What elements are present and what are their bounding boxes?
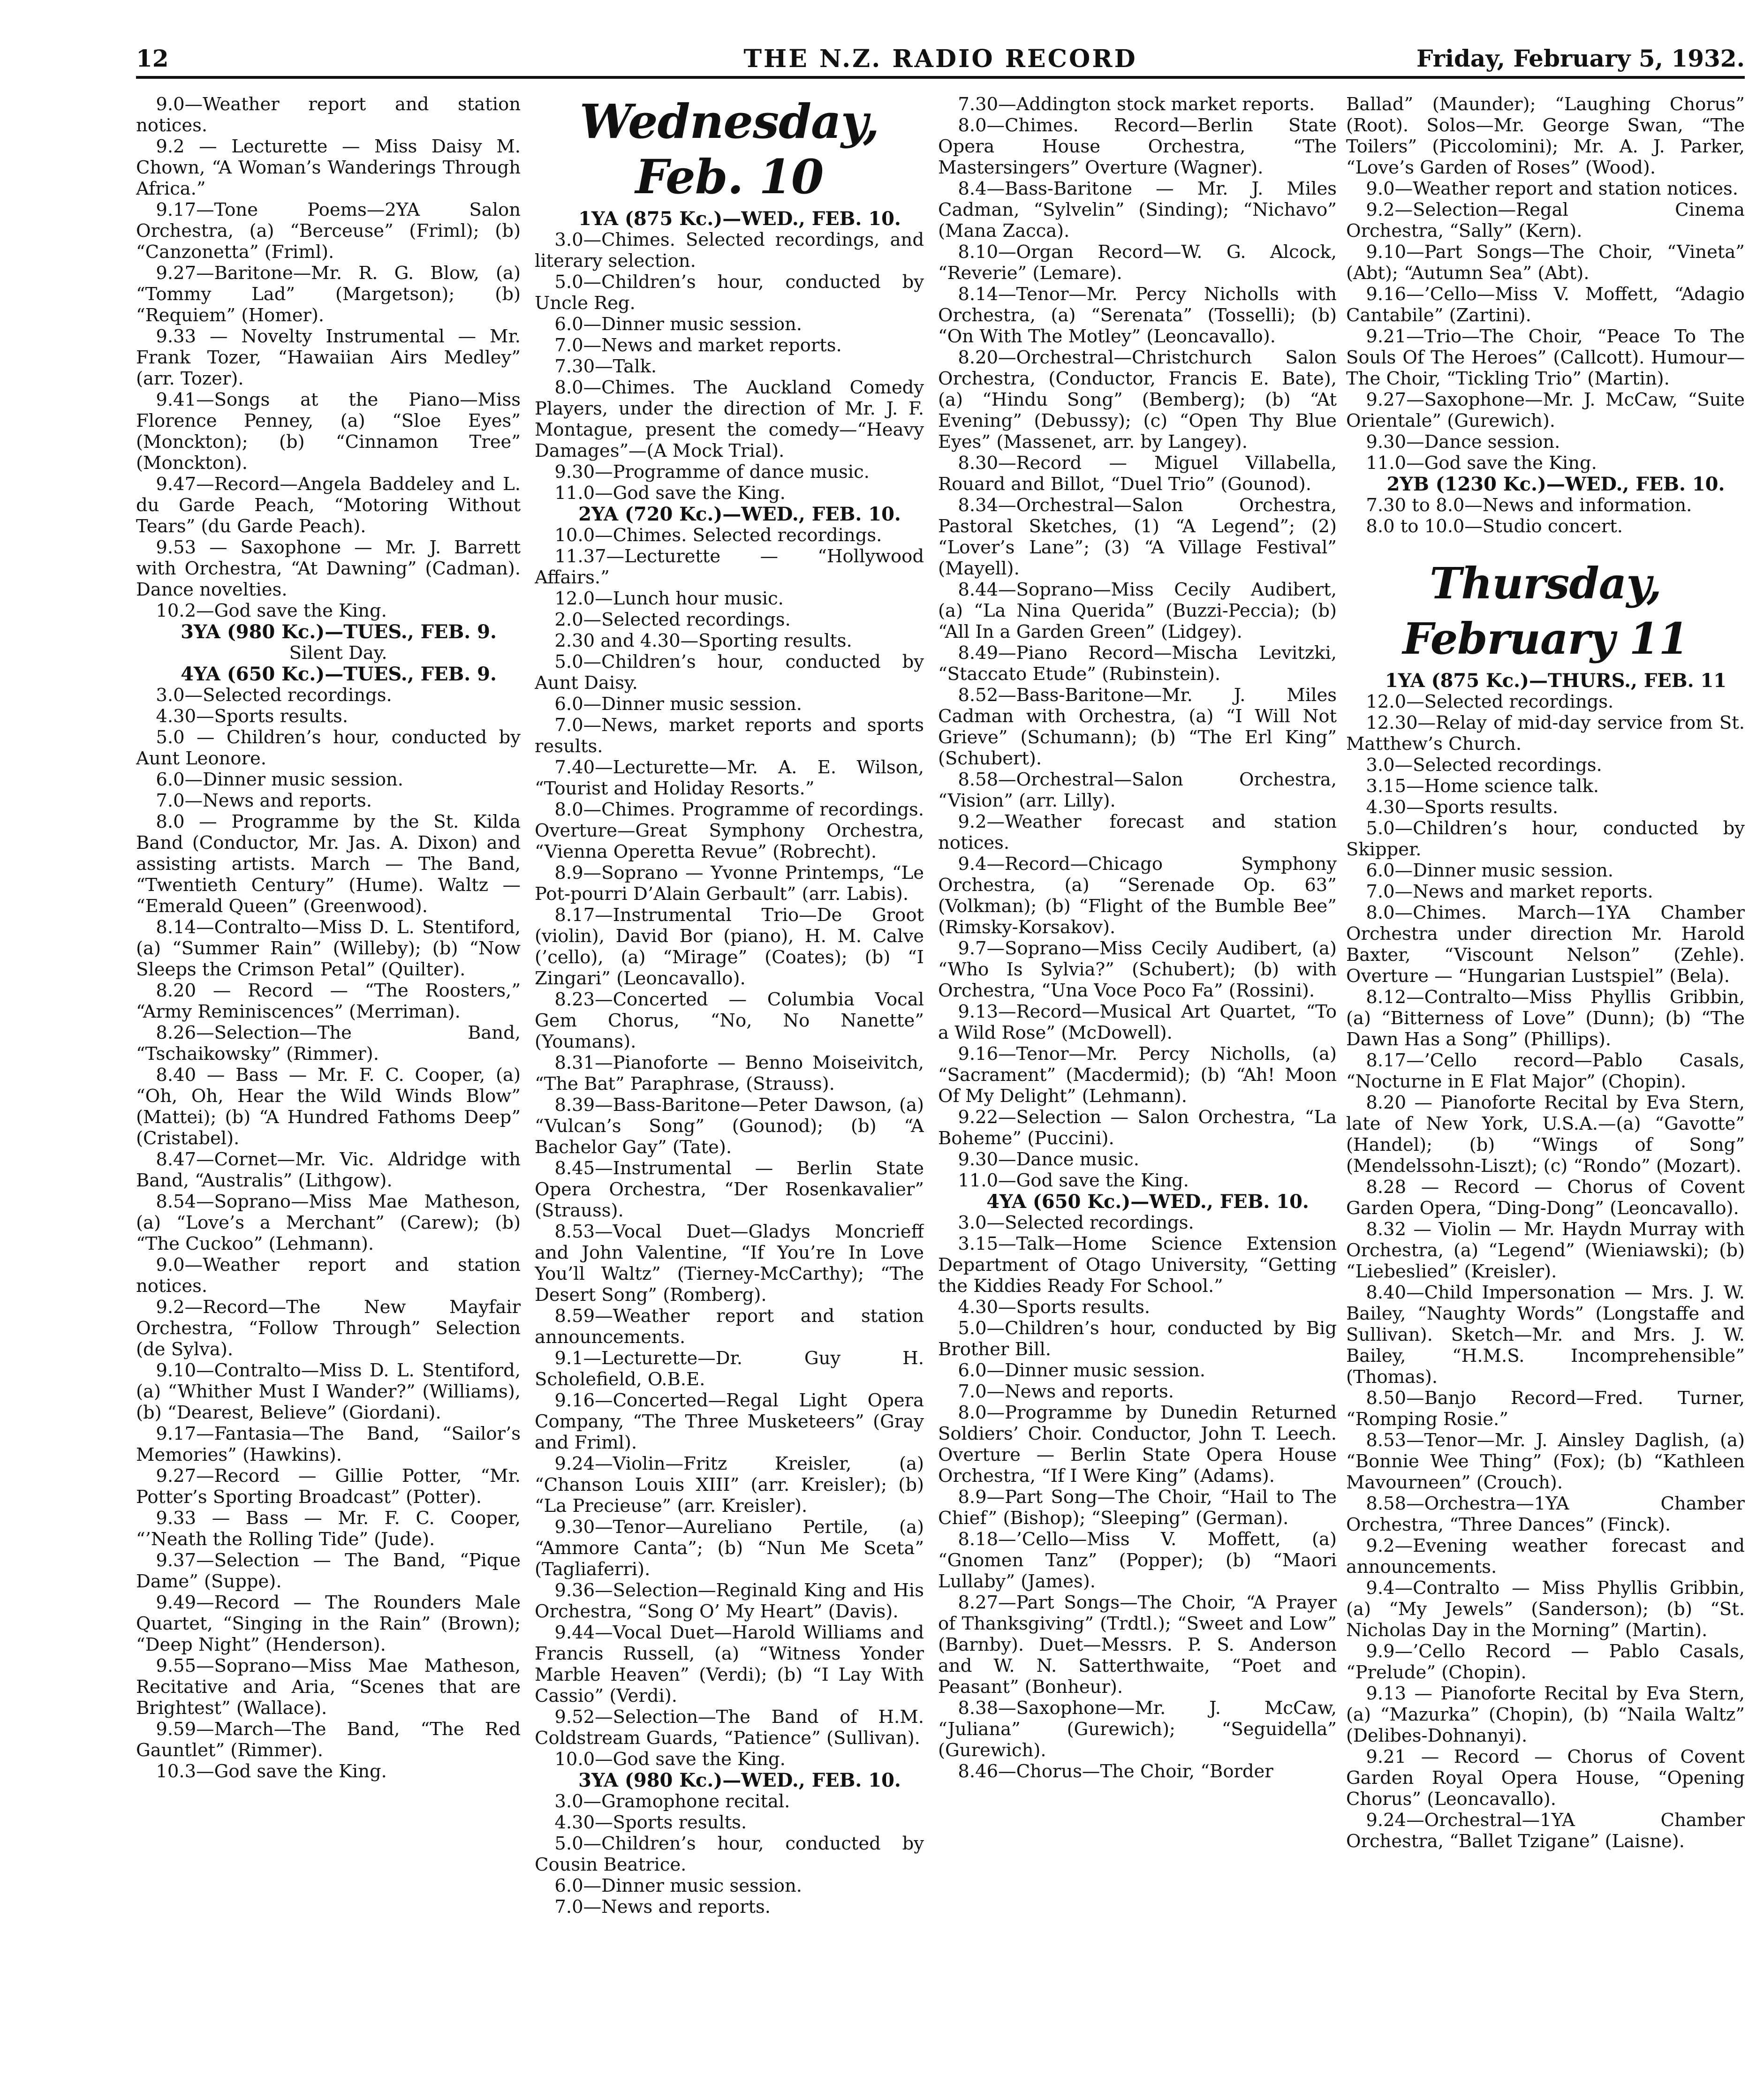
listing-entry: 9.27—Record — Gillie Potter, “Mr. Potter’s Sporting Broadcast” (Potter). xyxy=(136,1465,521,1508)
listing-entry: 11.0—God save the King. xyxy=(1366,453,1597,474)
listing-entry: 9.16—Tenor—Mr. Percy Nicholls, (a) “Sacrament” (Macdermid); (b) “Ah! Moon Of My Delight” (Lehmann). xyxy=(938,1043,1337,1107)
listing-entry: 9.21—Trio—The Choir, “Peace To The Souls Of The Heroes” (Callcott). Humour—The Choir, “Tickling Trio” (Martin). xyxy=(1346,326,1745,389)
listing-entry: 9.49—Record — The Rounders Male Quartet, “Singing in the Rain” (Brown); “Deep Night” (Henderson). xyxy=(136,1592,521,1655)
listing-entry: 5.0 — Children’s hour, conducted by Aunt Leonore. xyxy=(136,727,521,769)
listing-entry: 8.20 — Pianoforte Recital by Eva Stern, late of New York, U.S.A.—(a) “Gavotte” (Handel); (b) “Wings of Song” (Mendelssohn-Liszt); (c) “Rondo” (Mozart). xyxy=(1346,1092,1745,1177)
silent-day-note: Silent Day. xyxy=(289,642,387,664)
listing-entry: 9.17—Fantasia—The Band, “Sailor’s Memories” (Hawkins). xyxy=(136,1423,521,1465)
listing-entry: 9.59—March—The Band, “The Red Gauntlet” (Rimmer). xyxy=(136,1719,521,1761)
listing-entry: 9.1—Lecturette—Dr. Guy H. Scholefield, O.B.E. xyxy=(535,1348,924,1390)
listing-entry: 3.15—Talk—Home Science Extension Department of Otago University, “Getting the Kiddies Ready For School.” xyxy=(938,1233,1337,1297)
station-heading: 3YA (980 Kc.)—WED., FEB. 10. xyxy=(578,1769,901,1791)
listing-entry: 3.0—Chimes. Selected recordings, and literary selection. xyxy=(535,229,924,272)
listing-entry: 7.0—News, market reports and sports results. xyxy=(535,715,924,757)
day-banner: Thursday, February 11 xyxy=(1402,558,1688,664)
listing-entry: 3.0—Selected recordings. xyxy=(156,685,392,706)
listing-entry: 9.2—Weather forecast and station notices. xyxy=(938,811,1337,853)
listing-entry: 8.53—Vocal Duet—Gladys Moncrieff and John Valentine, “If You’re In Love You’ll Waltz” (Tierney-McCarthy); “The Desert Song” (Romberg). xyxy=(535,1221,924,1306)
listing-entry: 8.44—Soprano—Miss Cecily Audibert, (a) “La Nina Querida” (Buzzi-Peccia); (b) “All In a Garden Green” (Lidgey). xyxy=(938,579,1337,642)
listing-entry: 8.20 — Record — “The Roosters,” “Army Reminiscences” (Merriman). xyxy=(136,980,521,1022)
listing-entry: 7.0—News and reports. xyxy=(156,790,372,811)
listing-entry: 9.4—Contralto — Miss Phyllis Gribbin, (a) “My Jewels” (Sanderson); (b) “St. Nicholas Day in the Morning” (Martin). xyxy=(1346,1578,1745,1641)
listing-entry: 8.0 to 10.0—Studio concert. xyxy=(1366,516,1623,537)
station-heading: 4YA (650 Kc.)—WED., FEB. 10. xyxy=(986,1191,1309,1213)
listing-entry: 9.52—Selection—The Band of H.M. Coldstream Guards, “Patience” (Sullivan). xyxy=(535,1706,924,1749)
listing-entry: 8.0—Programme by Dunedin Returned Soldiers’ Choir. Conductor, John T. Leech. Overture — Berlin State Opera House Orchestra, “If I Were King” (Adams). xyxy=(938,1402,1337,1487)
listing-entry: 8.54—Soprano—Miss Mae Matheson, (a) “Love’s a Merchant” (Carew); (b) “The Cuckoo” (Lehmann). xyxy=(136,1191,521,1254)
listing-entry: 8.27—Part Songs—The Choir, “A Prayer of Thanksgiving” (Trdtl.); “Sweet and Low” (Barnby). Duet—Messrs. P. S. Anderson and W. N. Satterthwaite, “Poet and Peasant” (Bonheur). xyxy=(938,1592,1337,1698)
listing-entry: 8.14—Tenor—Mr. Percy Nicholls with Orchestra, (a) “Serenata” (Tosselli); (b) “On With The Motley” (Leoncavallo). xyxy=(938,284,1337,347)
station-heading: 2YB (1230 Kc.)—WED., FEB. 10. xyxy=(1386,473,1725,495)
listing-entry: 9.21 — Record — Chorus of Covent Garden Royal Opera House, “Opening Chorus” (Leoncavallo). xyxy=(1346,1746,1745,1810)
column-1 xyxy=(136,94,521,2082)
listing-entry: 9.16—’Cello—Miss V. Moffett, “Adagio Cantabile” (Zartini). xyxy=(1346,284,1745,326)
masthead xyxy=(136,45,1745,73)
listing-entry: 8.50—Banjo Record—Fred. Turner, “Romping Rosie.” xyxy=(1346,1388,1745,1430)
listing-entry: 12.30—Relay of mid-day service from St. Matthew’s Church. xyxy=(1346,712,1745,755)
listing-entry: 8.0—Chimes. Programme of recordings. Overture—Great Symphony Orchestra, “Vienna Operetta Revue” (Robrecht). xyxy=(535,799,924,862)
listing-entry: 10.3—God save the King. xyxy=(156,1761,387,1782)
listing-entry: 8.52—Bass-Baritone—Mr. J. Miles Cadman with Orchestra, (a) “I Will Not Grieve” (Schumann); (b) “The Erl King” (Schubert). xyxy=(938,685,1337,769)
listing-entry: 7.30—Addington stock market reports. xyxy=(958,94,1315,115)
listing-entry: 6.0—Dinner music session. xyxy=(554,314,803,335)
listing-entry: 8.17—Instrumental Trio—De Groot (violin), David Bor (piano), H. M. Calve (’cello), (a) “Mirage” (Coates); (b) “I Zingari” (Leoncavallo). xyxy=(535,905,924,989)
listing-entry: 8.0—Chimes. The Auckland Comedy Players, under the direction of Mr. J. F. Montague, present the comedy—“Heavy Damages”—(A Mock Trial). xyxy=(535,377,924,461)
day-banner: Wednesday, Feb. 10 xyxy=(579,94,879,204)
listing-entry: 8.53—Tenor—Mr. J. Ainsley Daglish, (a) “Bonnie Wee Thing” (Fox); (b) “Kathleen Mavourneen” (Crouch). xyxy=(1346,1430,1745,1493)
listing-entry: 9.17—Tone Poems—2YA Salon Orchestra, (a) “Berceuse” (Friml); (b) “Canzonetta” (Friml). xyxy=(136,199,521,263)
listing-entry: 9.10—Part Songs—The Choir, “Vineta” (Abt); “Autumn Sea” (Abt). xyxy=(1346,242,1745,284)
listing-entry: 2.30 and 4.30—Sporting results. xyxy=(554,630,852,651)
listing-entry: 9.2 — Lecturette — Miss Daisy M. Chown, “A Woman’s Wanderings Through Africa.” xyxy=(136,136,521,199)
issue-date: Friday, February 5, 1932. xyxy=(1416,45,1745,72)
listing-entry: 8.59—Weather report and station announcements. xyxy=(535,1306,924,1348)
listing-entry: 2.0—Selected recordings. xyxy=(554,609,791,630)
station-heading: 3YA (980 Kc.)—TUES., FEB. 9. xyxy=(181,621,497,643)
listing-entry: 9.9—’Cello Record — Pablo Casals, “Prelude” (Chopin). xyxy=(1346,1641,1745,1683)
listing-entry: 4.30—Sports results. xyxy=(958,1297,1151,1318)
listing-entry: 9.0—Weather report and station notices. xyxy=(136,1254,521,1297)
listing-entry: 9.30—Dance session. xyxy=(1366,431,1560,453)
listing-entry: 8.20—Orchestral—Christchurch Salon Orchestra, (Conductor, Francis E. Bate), (a) “Hindu Song” (Bemberg); (b) “At Evening” (Debussy); (c) “Open Thy Blue Eyes” (Massenet, arr. by Langey). xyxy=(938,347,1337,453)
listing-entry: 7.0—News and market reports. xyxy=(1366,881,1653,902)
listing-entry: 8.12—Contralto—Miss Phyllis Gribbin, (a) “Bitterness of Love” (Dunn); (b) “The Dawn Has a Song” (Phillips). xyxy=(1346,987,1745,1050)
listing-entry: 11.0—God save the King. xyxy=(554,483,786,504)
listing-entry: 12.0—Selected recordings. xyxy=(1366,691,1614,712)
listing-entry: 8.34—Orchestral—Salon Orchestra, Pastoral Sketches, (1) “A Legend”; (2) “Lover’s Lane”; (3) “A Village Festival” (Mayell). xyxy=(938,495,1337,579)
listing-entry: 9.2—Record—The New Mayfair Orchestra, “Follow Through” Selection (de Sylva). xyxy=(136,1297,521,1360)
listing-entry: 9.24—Violin—Fritz Kreisler, (a) “Chanson Louis XIII” (arr. Kreisler); (b) “La Precieuse” (arr. Kreisler). xyxy=(535,1453,924,1517)
listing-entry: 9.10—Contralto—Miss D. L. Stentiford, (a) “Whither Must I Wander?” (Williams), (b) “Dearest, Believe” (Giordani). xyxy=(136,1360,521,1423)
listing-entry: 7.30—Talk. xyxy=(554,356,657,377)
listing-entry: 8.58—Orchestral—Salon Orchestra, “Vision” (arr. Lilly). xyxy=(938,769,1337,811)
listing-entry: 9.27—Saxophone—Mr. J. McCaw, “Suite Orientale” (Gurewich). xyxy=(1346,389,1745,431)
listing-entry: 4.30—Sports results. xyxy=(1366,797,1559,818)
station-heading: 1YA (875 Kc.)—WED., FEB. 10. xyxy=(578,208,901,230)
listing-entry: 10.2—God save the King. xyxy=(156,600,387,621)
listing-entry: 3.0—Selected recordings. xyxy=(1366,755,1602,776)
listing-entry: 8.23—Concerted — Columbia Vocal Gem Chorus, “No, No Nanette” (Youmans). xyxy=(535,989,924,1052)
listing-entry: 8.4—Bass-Baritone — Mr. J. Miles Cadman, “Sylvelin” (Sinding); “Nichavo” (Mana Zacca). xyxy=(938,178,1337,242)
listing-entry: 7.0—News and reports. xyxy=(958,1381,1174,1402)
listing-entry: 7.30 to 8.0—News and information. xyxy=(1366,495,1692,516)
column-3 xyxy=(938,94,1337,2082)
listing-entry: 8.46—Chorus—The Choir, “Border xyxy=(958,1761,1273,1782)
column-4 xyxy=(1346,94,1745,2082)
listing-entry: 8.0—Chimes. March—1YA Chamber Orchestra under direction Mr. Harold Baxter, “Viscount Nelson” (Zehle). Overture — “Hungarian Lustspiel” (Bela). xyxy=(1346,902,1745,987)
listing-entry: 5.0—Children’s hour, conducted by Uncle Reg. xyxy=(535,272,924,314)
listing-entry: 9.16—Concerted—Regal Light Opera Company, “The Three Musketeers” (Gray and Friml). xyxy=(535,1390,924,1453)
listing-entry: 9.27—Baritone—Mr. R. G. Blow, (a) “Tommy Lad” (Margetson); (b) “Requiem” (Homer). xyxy=(136,263,521,326)
listing-entry: 8.0 — Programme by the St. Kilda Band (Conductor, Mr. Jas. A. Dixon) and assisting artists. March — The Band, “Twentieth Century” (Hume). Waltz — “Emerald Queen” (Greenwood). xyxy=(136,811,521,917)
page-number: 12 xyxy=(136,45,169,72)
listing-entry: 8.58—Orchestra—1YA Chamber Orchestra, “Three Dances” (Finck). xyxy=(1346,1493,1745,1535)
listing-entry: 9.53 — Saxophone — Mr. J. Barrett with Orchestra, “At Dawning” (Cadman). Dance novelties. xyxy=(136,537,521,600)
listing-entry: 9.47—Record—Angela Baddeley and L. du Garde Peach, “Motoring Without Tears” (du Garde Peach). xyxy=(136,474,521,537)
listing-entry: 9.36—Selection—Reginald King and His Orchestra, “Song O’ My Heart” (Davis). xyxy=(535,1580,924,1622)
listing-entry: 5.0—Children’s hour, conducted by Aunt Daisy. xyxy=(535,651,924,694)
column-2 xyxy=(535,94,924,2082)
listing-entry: 9.33 — Bass — Mr. F. C. Cooper, “’Neath the Rolling Tide” (Jude). xyxy=(136,1508,521,1550)
listing-entry: 9.30—Dance music. xyxy=(958,1149,1139,1170)
listing-entry: 8.49—Piano Record—Mischa Levitzki, “Staccato Etude” (Rubinstein). xyxy=(938,642,1337,685)
listing-entry: 9.30—Tenor—Aureliano Pertile, (a) “Ammore Canta”; (b) “Nun Me Sceta” (Tagliaferri). xyxy=(535,1517,924,1580)
listing-entry: 11.37—Lecturette — “Hollywood Affairs.” xyxy=(535,546,924,588)
station-heading: 4YA (650 Kc.)—TUES., FEB. 9. xyxy=(181,663,497,685)
listing-entry: 8.9—Part Song—The Choir, “Hail to The Chief” (Bishop); “Sleeping” (German). xyxy=(938,1487,1337,1529)
listing-entry: 7.0—News and reports. xyxy=(554,1896,771,1917)
listing-entry: 6.0—Dinner music session. xyxy=(1366,860,1614,881)
listing-entry: 9.0—Weather report and station notices. xyxy=(1366,178,1738,199)
station-heading: 2YA (720 Kc.)—WED., FEB. 10. xyxy=(578,503,901,525)
listing-entry: 9.2—Evening weather forecast and announcements. xyxy=(1346,1535,1745,1578)
listing-entry: 8.40 — Bass — Mr. F. C. Cooper, (a) “Oh, Oh, Hear the Wild Winds Blow” (Mattei); (b) “A Hundred Fathoms Deep” (Cristabel). xyxy=(136,1064,521,1149)
listing-entry: 6.0—Dinner music session. xyxy=(958,1360,1206,1381)
listing-entry: 8.40—Child Impersonation — Mrs. J. W. Bailey, “Naughty Words” (Longstaffe and Sullivan). Sketch—Mr. and Mrs. J. W. Bailey, “H.M.S. Incomprehensible” (Thomas). xyxy=(1346,1282,1745,1388)
listing-entry: 6.0—Dinner music session. xyxy=(156,769,404,790)
listing-entry: 8.32 — Violin — Mr. Haydn Murray with Orchestra, (a) “Legend” (Wieniawski); (b) “Liebeslied” (Kreisler). xyxy=(1346,1219,1745,1282)
listing-entry: 8.17—’Cello record—Pablo Casals, “Nocturne in E Flat Major” (Chopin). xyxy=(1346,1050,1745,1092)
listing-entry: 9.33 — Novelty Instrumental — Mr. Frank Tozer, “Hawaiian Airs Medley” (arr. Tozer). xyxy=(136,326,521,389)
listing-entry: 8.30—Record — Miguel Villabella, Rouard and Billot, “Duel Trio” (Gounod). xyxy=(938,453,1337,495)
listing-entry: 9.30—Programme of dance music. xyxy=(554,461,870,483)
listing-entry: 9.13 — Pianoforte Recital by Eva Stern, (a) “Mazurka” (Chopin), (b) “Naila Waltz” (Delibes-Dohnanyi). xyxy=(1346,1683,1745,1746)
listing-entry: 9.7—Soprano—Miss Cecily Audibert, (a) “Who Is Sylvia?” (Schubert); (b) with Orchestra, “Una Voce Poco Fa” (Rossini). xyxy=(938,938,1337,1001)
listing-entry: 8.38—Saxophone—Mr. J. McCaw, “Juliana” (Gurewich); “Seguidella” (Gurewich). xyxy=(938,1698,1337,1761)
listing-entry: 8.14—Contralto—Miss D. L. Stentiford, (a) “Summer Rain” (Willeby); (b) “Now Sleeps the Crimson Petal” (Quilter). xyxy=(136,917,521,980)
listing-entry: 7.0—News and market reports. xyxy=(554,335,842,356)
listing-entry: 8.9—Soprano — Yvonne Printemps, “Le Pot-pourri D’Alain Gerbault” (arr. Labis). xyxy=(535,862,924,905)
listing-entry: 8.31—Pianoforte — Benno Moiseivitch, “The Bat” Paraphrase, (Strauss). xyxy=(535,1052,924,1095)
listing-entry: 8.45—Instrumental — Berlin State Opera Orchestra, “Der Rosenkavalier” (Strauss). xyxy=(535,1158,924,1221)
listing-entry: 9.0—Weather report and station notices. xyxy=(136,94,521,136)
station-heading: 1YA (875 Kc.)—THURS., FEB. 11 xyxy=(1385,670,1727,692)
listing-entry: 9.55—Soprano—Miss Mae Matheson, Recitative and Aria, “Scenes that are Brightest” (Wallace). xyxy=(136,1655,521,1719)
listing-entry: 7.40—Lecturette—Mr. A. E. Wilson, “Tourist and Holiday Resorts.” xyxy=(535,757,924,799)
listing-entry: 5.0—Children’s hour, conducted by Skipper. xyxy=(1346,818,1745,860)
listing-entry: 10.0—Chimes. Selected recordings. xyxy=(554,525,882,546)
listing-entry: 6.0—Dinner music session. xyxy=(554,694,803,715)
listing-entry: 9.37—Selection — The Band, “Pique Dame” (Suppe). xyxy=(136,1550,521,1592)
listing-entry: 8.47—Cornet—Mr. Vic. Aldridge with Band, “Australis” (Lithgow). xyxy=(136,1149,521,1191)
listing-entry: 11.0—God save the King. xyxy=(958,1170,1189,1191)
listing-entry: Ballad” (Maunder); “Laughing Chorus” (Root). Solos—Mr. George Swan, “The Toilers” (Piccolomini); Mr. A. J. Parker, “Love’s Garden of Roses” (Wood). xyxy=(1346,94,1745,178)
listing-entry: 5.0—Children’s hour, conducted by Big Brother Bill. xyxy=(938,1318,1337,1360)
listing-entry: 8.0—Chimes. Record—Berlin State Opera House Orchestra, “The Mastersingers” Overture (Wagner). xyxy=(938,115,1337,178)
listing-entry: 9.13—Record—Musical Art Quartet, “To a Wild Rose” (McDowell). xyxy=(938,1001,1337,1043)
listing-entry: 5.0—Children’s hour, conducted by Cousin Beatrice. xyxy=(535,1833,924,1875)
listing-entry: 9.41—Songs at the Piano—Miss Florence Penney, (a) “Sloe Eyes” (Monckton); (b) “Cinnamon Tree” (Monckton). xyxy=(136,389,521,474)
listing-entry: 8.18—’Cello—Miss V. Moffett, (a) “Gnomen Tanz” (Popper); (b) “Maori Lullaby” (James). xyxy=(938,1529,1337,1592)
listing-entry: 8.39—Bass-Baritone—Peter Dawson, (a) “Vulcan’s Song” (Gounod); (b) “A Bachelor Gay” (Tate). xyxy=(535,1095,924,1158)
listing-entry: 3.0—Selected recordings. xyxy=(958,1212,1194,1233)
listing-entry: 4.30—Sports results. xyxy=(156,706,348,727)
listing-entry: 3.15—Home science talk. xyxy=(1366,776,1599,797)
listing-entry: 9.44—Vocal Duet—Harold Williams and Francis Russell, (a) “Witness Yonder Marble Heaven” (Verdi); (b) “I Lay With Cassio” (Verdi). xyxy=(535,1622,924,1706)
listing-entry: 9.24—Orchestral—1YA Chamber Orchestra, “Ballet Tzigane” (Laisne). xyxy=(1346,1810,1745,1852)
listing-entry: 4.30—Sports results. xyxy=(554,1812,747,1833)
listing-entry: 3.0—Gramophone recital. xyxy=(554,1791,790,1812)
listing-entry: 12.0—Lunch hour music. xyxy=(554,588,784,609)
listing-entry: 9.4—Record—Chicago Symphony Orchestra, (a) “Serenade Op. 63” (Volkman); (b) “Flight of the Bumble Bee” (Rimsky-Korsakov). xyxy=(938,853,1337,938)
listing-entry: 9.22—Selection — Salon Orchestra, “La Boheme” (Puccini). xyxy=(938,1107,1337,1149)
listing-entry: 8.28 — Record — Chorus of Covent Garden Opera, “Ding-Dong” (Leoncavallo). xyxy=(1346,1177,1745,1219)
listing-entry: 6.0—Dinner music session. xyxy=(554,1875,803,1896)
listing-entry: 8.26—Selection—The Band, “Tschaikowsky” (Rimmer). xyxy=(136,1022,521,1064)
listing-entry: 10.0—God save the King. xyxy=(554,1749,786,1770)
listing-entry: 8.10—Organ Record—W. G. Alcock, “Reverie” (Lemare). xyxy=(938,242,1337,284)
newspaper-title: THE N.Z. RADIO RECORD xyxy=(743,45,1137,73)
header-rule xyxy=(136,76,1745,79)
listing-entry: 9.2—Selection—Regal Cinema Orchestra, “Sally” (Kern). xyxy=(1346,199,1745,242)
